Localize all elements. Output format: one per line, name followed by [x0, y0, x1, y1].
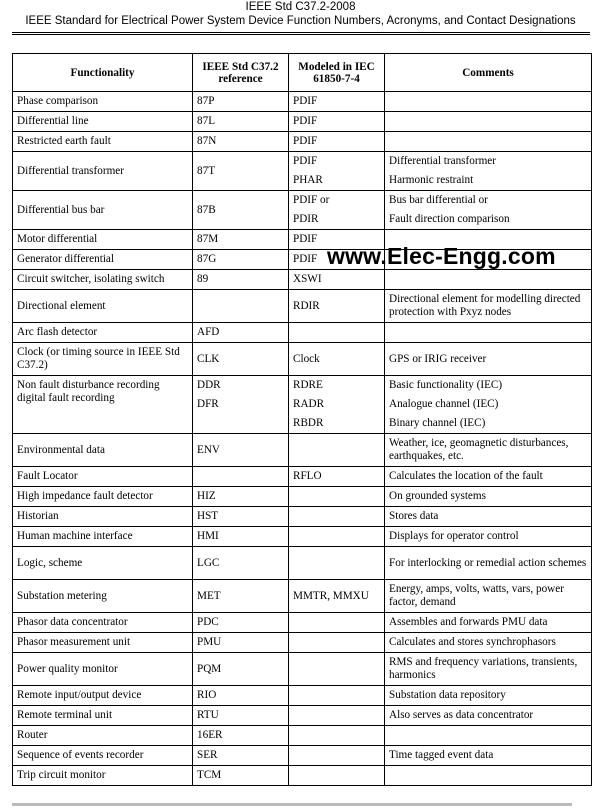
- cell-iec-model: [289, 706, 385, 726]
- cell-iec-model: [289, 487, 385, 507]
- cell-ieee-reference: TCM: [193, 766, 289, 786]
- cell-ieee-reference: 87N: [193, 132, 289, 152]
- cell-iec-model: [289, 746, 385, 766]
- cell-functionality: Logic, scheme: [13, 547, 193, 580]
- cell-ieee-reference: CLK: [193, 343, 289, 376]
- cell-iec-model-line: RBDR: [293, 417, 324, 429]
- cell-iec-model-line: PDIF: [293, 155, 318, 167]
- cell-functionality: Power quality monitor: [13, 653, 193, 686]
- cell-comments: [385, 323, 592, 343]
- table-row: [13, 376, 592, 434]
- cell-comments: Also serves as data concentrator: [385, 706, 592, 726]
- table-row: [13, 527, 592, 547]
- cell-iec-model: RDIR: [289, 290, 385, 323]
- cell-functionality: Remote input/output device: [13, 686, 193, 706]
- cell-comments: Stores data: [385, 507, 592, 527]
- cell-ieee-reference: PQM: [193, 653, 289, 686]
- cell-ieee-reference-line: [197, 414, 284, 433]
- cell-iec-model-line: RADR: [293, 398, 325, 410]
- cell-iec-model-line: PDIF or: [293, 194, 330, 206]
- cell-ieee-reference: AFD: [193, 323, 289, 343]
- cell-iec-model-line: RDRE: [293, 379, 323, 391]
- cell-functionality: Motor differential: [13, 230, 193, 250]
- cell-ieee-reference-line: DDR: [197, 379, 221, 391]
- cell-functionality: Human machine interface: [13, 527, 193, 547]
- cell-comments: RMS and frequency variations, transients, harmonics: [385, 653, 592, 686]
- cell-iec-model: [289, 547, 385, 580]
- cell-comments-line: Binary channel (IEC): [389, 417, 486, 429]
- cell-functionality: Router: [13, 726, 193, 746]
- cell-comments-line: Fault direction comparison: [389, 213, 510, 225]
- table-row: [13, 580, 592, 613]
- cell-functionality: Non fault disturbance recording digital fault recording: [13, 376, 193, 434]
- cell-iec-model: PDIF: [289, 230, 385, 250]
- cell-iec-model: [289, 686, 385, 706]
- table-row: [13, 92, 592, 112]
- cell-ieee-reference: ENV: [193, 434, 289, 467]
- table-row: [13, 613, 592, 633]
- table-row: [13, 547, 592, 580]
- cell-comments: [385, 132, 592, 152]
- cell-comments-line: Bus bar differential or: [389, 194, 488, 206]
- cell-iec-model: PDIF: [289, 112, 385, 132]
- cell-ieee-reference: MET: [193, 580, 289, 613]
- table-row: [13, 191, 592, 230]
- cell-ieee-reference: HST: [193, 507, 289, 527]
- cell-functionality: Phase comparison: [13, 92, 193, 112]
- watermark-text: www.Elec-Engg.com: [327, 243, 556, 269]
- cell-iec-model: [289, 507, 385, 527]
- cell-comments: Weather, ice, geomagnetic disturbances, earthquakes, etc.: [385, 434, 592, 467]
- cell-comments: Directional element for modelling directed protection with Pxyz nodes: [385, 290, 592, 323]
- cell-comments: On grounded systems: [385, 487, 592, 507]
- cell-functionality: Directional element: [13, 290, 193, 323]
- cell-ieee-reference: 89: [193, 270, 289, 290]
- cell-ieee-reference: [193, 290, 289, 323]
- table-body: [13, 92, 592, 786]
- cell-iec-model: PDIF: [289, 250, 385, 270]
- column-header-ieee-reference: IEEE Std C37.2 reference: [193, 54, 289, 92]
- cell-functionality: Differential line: [13, 112, 193, 132]
- cell-functionality: Restricted earth fault: [13, 132, 193, 152]
- cell-functionality: Historian: [13, 507, 193, 527]
- header-rule: [12, 32, 590, 33]
- cell-comments: GPS or IRIG receiver: [385, 343, 592, 376]
- cell-iec-model: [289, 766, 385, 786]
- cell-ieee-reference: RIO: [193, 686, 289, 706]
- cell-iec-model: [289, 613, 385, 633]
- cell-ieee-reference: SER: [193, 746, 289, 766]
- cell-iec-model: [289, 376, 385, 434]
- cell-functionality: Differential transformer: [13, 152, 193, 191]
- cell-comments: Time tagged event data: [385, 746, 592, 766]
- cell-iec-model: PDIF: [289, 132, 385, 152]
- document-header-title: IEEE Standard for Electrical Power System Device Function Numbers, Acronyms, and Contact Designations: [25, 15, 576, 27]
- cell-iec-model: [289, 726, 385, 746]
- table-row: [13, 653, 592, 686]
- table-row: [13, 746, 592, 766]
- table-row: [13, 434, 592, 467]
- cell-functionality: Circuit switcher, isolating switch: [13, 270, 193, 290]
- table-row: [13, 686, 592, 706]
- cell-iec-model-line: PHAR: [293, 174, 323, 186]
- cell-functionality: Environmental data: [13, 434, 193, 467]
- column-header-comments: Comments: [385, 54, 592, 92]
- cell-comments: Calculates the location of the fault: [385, 467, 592, 487]
- column-header-iec-model: Modeled in IEC 61850-7-4: [289, 54, 385, 92]
- cell-comments-line: Harmonic restraint: [389, 174, 474, 186]
- cell-comments-line: Analogue channel (IEC): [389, 398, 499, 410]
- cell-iec-model: PDIF: [289, 92, 385, 112]
- cell-functionality: Clock (or timing source in IEEE Std C37.2): [13, 343, 193, 376]
- document-header-standard-number: IEEE Std C37.2-2008: [245, 1, 356, 13]
- cell-functionality: Phasor measurement unit: [13, 633, 193, 653]
- table-header-row: [13, 54, 592, 92]
- cell-comments: Energy, amps, volts, watts, vars, power factor, demand: [385, 580, 592, 613]
- cell-comments: Displays for operator control: [385, 527, 592, 547]
- cell-ieee-reference: 87L: [193, 112, 289, 132]
- cell-functionality: Substation metering: [13, 580, 193, 613]
- cell-functionality: Arc flash detector: [13, 323, 193, 343]
- cell-ieee-reference-line: DFR: [197, 398, 219, 410]
- cell-ieee-reference: 87B: [193, 191, 289, 230]
- cell-ieee-reference: LGC: [193, 547, 289, 580]
- cell-iec-model: [289, 527, 385, 547]
- cell-functionality: Trip circuit monitor: [13, 766, 193, 786]
- table-row: [13, 323, 592, 343]
- cell-ieee-reference: PMU: [193, 633, 289, 653]
- cell-ieee-reference: [193, 376, 289, 434]
- table-row: [13, 507, 592, 527]
- table-row: [13, 152, 592, 191]
- cell-ieee-reference: [193, 467, 289, 487]
- cell-iec-model: [289, 434, 385, 467]
- cell-ieee-reference: HIZ: [193, 487, 289, 507]
- cell-comments: For interlocking or remedial action schemes: [385, 547, 592, 580]
- cell-comments-line: Basic functionality (IEC): [389, 379, 503, 391]
- cell-iec-model: MMTR, MMXU: [289, 580, 385, 613]
- cell-comments: [385, 152, 592, 191]
- cell-ieee-reference: 87P: [193, 92, 289, 112]
- cell-comments: [385, 92, 592, 112]
- cell-functionality: Fault Locator: [13, 467, 193, 487]
- cell-functionality: Sequence of events recorder: [13, 746, 193, 766]
- cell-comments: [385, 270, 592, 290]
- cell-functionality: High impedance fault detector: [13, 487, 193, 507]
- cell-ieee-reference: PDC: [193, 613, 289, 633]
- cell-ieee-reference: 87M: [193, 230, 289, 250]
- cell-comments-line: Differential transformer: [389, 155, 496, 167]
- cell-ieee-reference: 16ER: [193, 726, 289, 746]
- footnote-text-fragment: [12, 800, 592, 809]
- table-row: [13, 112, 592, 132]
- cell-comments: [385, 376, 592, 434]
- cell-comments: [385, 766, 592, 786]
- cell-ieee-reference: 87T: [193, 152, 289, 191]
- table-row: [13, 706, 592, 726]
- table-row: [13, 766, 592, 786]
- cell-iec-model: [289, 323, 385, 343]
- cell-comments: Calculates and stores synchrophasors: [385, 633, 592, 653]
- cell-functionality: Phasor data concentrator: [13, 613, 193, 633]
- cell-comments: [385, 191, 592, 230]
- cell-comments: [385, 112, 592, 132]
- table-row: [13, 343, 592, 376]
- table-row: [13, 487, 592, 507]
- cell-functionality: Remote terminal unit: [13, 706, 193, 726]
- cell-iec-model: Clock: [289, 343, 385, 376]
- table-row: [13, 290, 592, 323]
- cell-comments: Substation data repository: [385, 686, 592, 706]
- cell-comments: [385, 726, 592, 746]
- table-row: [13, 270, 592, 290]
- cell-iec-model: XSWI: [289, 270, 385, 290]
- cell-ieee-reference: RTU: [193, 706, 289, 726]
- cell-iec-model: [289, 152, 385, 191]
- column-header-functionality: Functionality: [13, 54, 193, 92]
- cell-iec-model: RFLO: [289, 467, 385, 487]
- cell-functionality: Generator differential: [13, 250, 193, 270]
- cell-iec-model-line: PDIR: [293, 213, 319, 225]
- cell-iec-model: [289, 653, 385, 686]
- page-footnote: [12, 800, 592, 809]
- table-row: [13, 467, 592, 487]
- header-rule-double: [12, 34, 590, 35]
- cell-comments: Assembles and forwards PMU data: [385, 613, 592, 633]
- table-row: [13, 726, 592, 746]
- cell-iec-model: [289, 633, 385, 653]
- cell-functionality: Differential bus bar: [13, 191, 193, 230]
- cell-iec-model: [289, 191, 385, 230]
- cell-ieee-reference: 87G: [193, 250, 289, 270]
- cell-ieee-reference: HMI: [193, 527, 289, 547]
- table-row: [13, 132, 592, 152]
- device-function-table: [12, 53, 592, 786]
- table-row: [13, 633, 592, 653]
